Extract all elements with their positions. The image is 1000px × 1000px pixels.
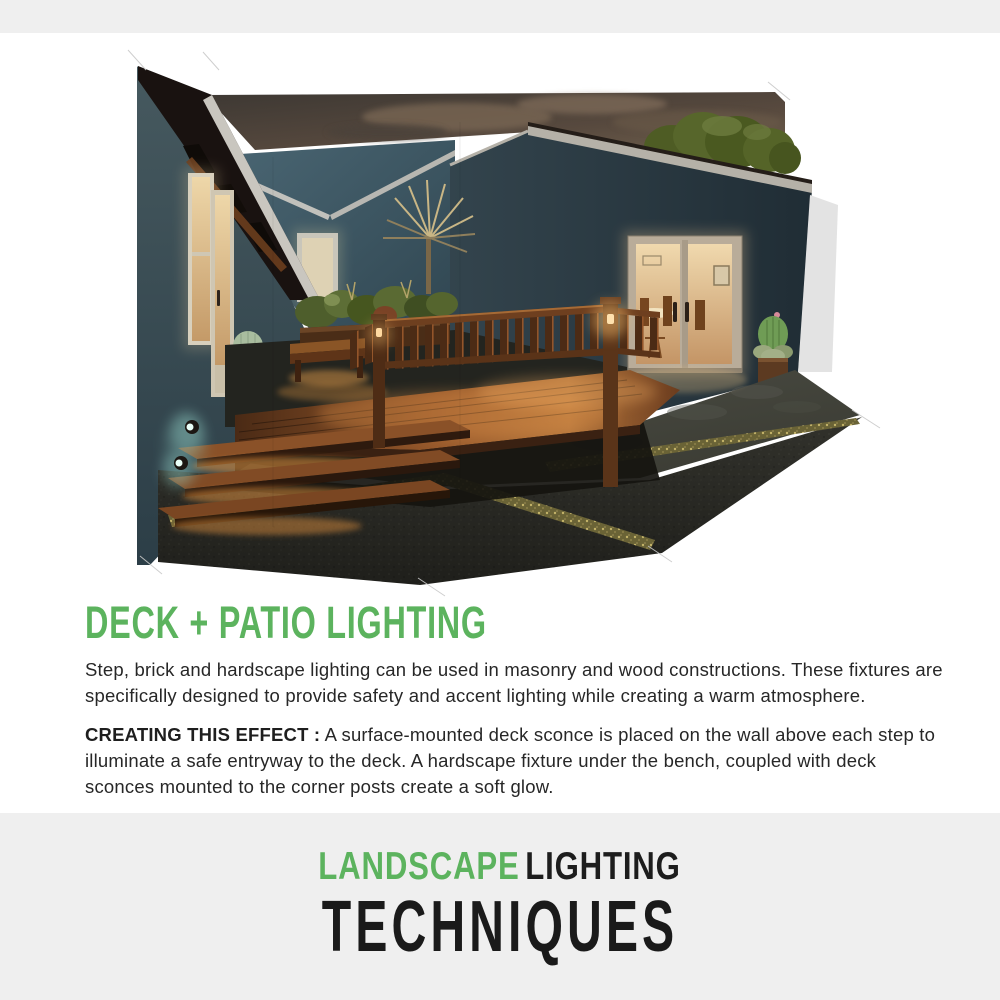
post-sconce <box>607 314 614 324</box>
illustration <box>137 62 875 592</box>
post-sconce <box>376 328 382 337</box>
brand-title-text: TECHNIQUES <box>321 887 679 967</box>
door-handle <box>673 302 677 322</box>
step-light-glow <box>172 517 362 535</box>
brand-word-landscape: LANDSCAPE <box>318 845 521 888</box>
door-handle <box>685 302 689 322</box>
door-glass-right <box>688 244 732 364</box>
brand-word-lighting: LIGHTING <box>525 845 682 888</box>
brand-title <box>0 887 1000 967</box>
door-handle <box>217 290 220 306</box>
deck-patio-scene <box>137 62 875 592</box>
intro-paragraph: Step, brick and hardscape lighting can be used in masonry and wood constructions. These fixtures are specifically designed to provide safety and accent lighting while creating a warm atmosphere. <box>85 659 943 706</box>
article <box>85 597 943 813</box>
top-margin-strip <box>0 0 1000 33</box>
lit-window <box>188 173 214 345</box>
effect-label: CREATING THIS EFFECT : <box>85 724 321 745</box>
brand-line-text <box>319 847 681 886</box>
brand-line <box>0 847 1000 886</box>
effect-paragraph <box>85 722 943 800</box>
footer-banner <box>0 813 1000 1000</box>
page-title <box>85 597 943 648</box>
page-title-text: DECK + PATIO LIGHTING <box>85 597 487 648</box>
effect-text: A surface-mounted deck sconce is placed on the wall above each step to illuminate a safe entryway to the deck. A hardscape fixture under the bench, coupled with deck sconces mounted to the corner posts create a soft glow. <box>85 724 936 797</box>
